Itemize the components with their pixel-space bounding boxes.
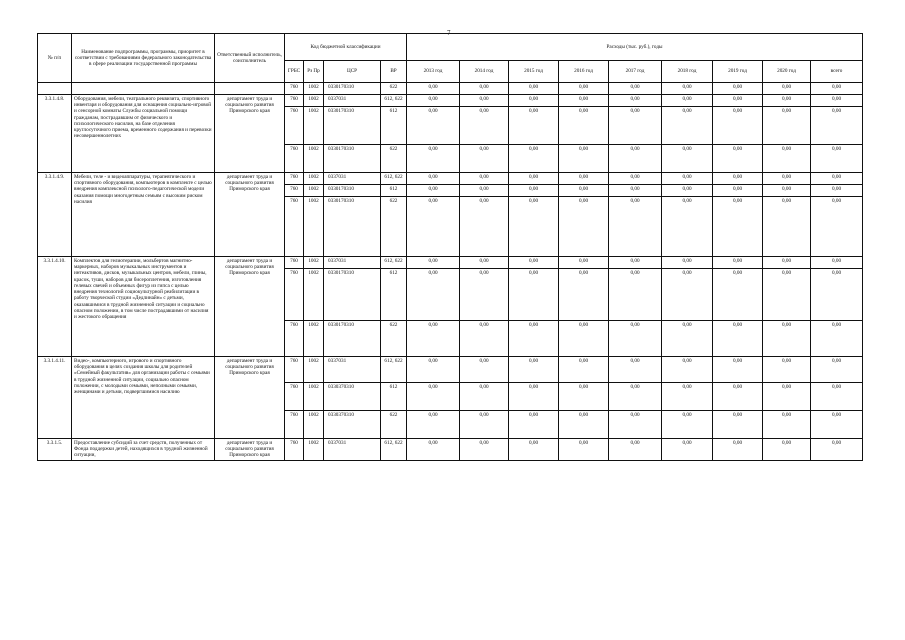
- item-name: [72, 83, 215, 95]
- expense-value: 0,00: [460, 383, 509, 411]
- expense-value: 0,00: [460, 83, 509, 95]
- vr-code: 612, 622: [381, 357, 407, 383]
- year-subheader: 2017 год: [609, 61, 662, 83]
- csr-code: 0330170310: [324, 83, 381, 95]
- expense-value: 0,00: [713, 145, 763, 173]
- expense-value: 0,00: [407, 95, 460, 107]
- item-number: 3.3.1.4.11.: [38, 357, 72, 439]
- item-name: Оборудования, мебели, театрального реквизита, спортивного инвентаря и оборудования для оснащения социально-игровой и сенсорной комнаты Службы социальной помощи гражданам, пострадавшим от физического и психологического насилия, на базе отделения круглосуточного приема, временного содержания и перевозки несовершеннолетних: [72, 95, 215, 173]
- expense-value: 0,00: [609, 321, 662, 357]
- grbs-code: 760: [285, 411, 304, 439]
- year-subheader: 2016 год: [559, 61, 609, 83]
- grbs-code: 760: [285, 257, 304, 269]
- item-number: 3.3.1.4.8.: [38, 95, 72, 173]
- csr-code: 0330170310: [324, 269, 381, 321]
- rzpr-code: 1002: [304, 185, 324, 197]
- expense-value: 0,00: [407, 107, 460, 145]
- expense-value: 0,00: [407, 439, 460, 461]
- expense-value: 0,00: [763, 107, 811, 145]
- year-subheader: всего: [811, 61, 863, 83]
- expense-value: 0,00: [559, 321, 609, 357]
- expense-value: 0,00: [713, 439, 763, 461]
- year-subheader: 2018 год: [662, 61, 713, 83]
- csr-code: 0337031: [324, 173, 381, 185]
- col-executor-header: Ответственный исполнитель, соисполнитель: [215, 34, 285, 83]
- csr-code: 0337031: [324, 257, 381, 269]
- expense-value: 0,00: [609, 83, 662, 95]
- expense-value: 0,00: [559, 197, 609, 257]
- expense-value: 0,00: [763, 257, 811, 269]
- csr-code: 0330170310: [324, 145, 381, 173]
- expense-value: 0,00: [662, 185, 713, 197]
- expense-value: 0,00: [763, 197, 811, 257]
- rzpr-code: 1002: [304, 83, 324, 95]
- expense-value: 0,00: [460, 107, 509, 145]
- year-subheader: 2019 год: [713, 61, 763, 83]
- expense-value: 0,00: [559, 411, 609, 439]
- expense-value: 0,00: [509, 107, 559, 145]
- expense-value: 0,00: [609, 439, 662, 461]
- expense-value: 0,00: [407, 185, 460, 197]
- expense-value: 0,00: [609, 383, 662, 411]
- vr-code: 612, 622: [381, 257, 407, 269]
- expense-value: 0,00: [559, 185, 609, 197]
- expense-value: 0,00: [662, 257, 713, 269]
- expense-value: 0,00: [407, 357, 460, 383]
- expense-value: 0,00: [713, 173, 763, 185]
- vr-code: 622: [381, 197, 407, 257]
- expense-value: 0,00: [713, 411, 763, 439]
- table-row: [38, 439, 863, 461]
- page-number: 7: [447, 29, 451, 37]
- item-executor: департамент труда и социального развития Приморского края: [215, 439, 285, 461]
- expense-value: 0,00: [811, 321, 863, 357]
- rzpr-code: 1002: [304, 145, 324, 173]
- expense-value: 0,00: [509, 257, 559, 269]
- expense-value: 0,00: [713, 83, 763, 95]
- expense-value: 0,00: [763, 95, 811, 107]
- grbs-code: 760: [285, 383, 304, 411]
- expense-value: 0,00: [559, 173, 609, 185]
- expense-value: 0,00: [609, 145, 662, 173]
- year-subheader: 2013 год: [407, 61, 460, 83]
- expense-value: 0,00: [559, 145, 609, 173]
- expense-value: 0,00: [407, 173, 460, 185]
- expense-value: 0,00: [713, 383, 763, 411]
- expense-value: 0,00: [460, 173, 509, 185]
- table-row: [38, 257, 863, 269]
- expense-value: 0,00: [460, 439, 509, 461]
- expense-value: 0,00: [509, 357, 559, 383]
- vr-code: 622: [381, 321, 407, 357]
- item-name: Комплектов для гелиотерапии, мольбертов магнитно-маркерных, наборов музыкальных инструментов и интеактивов, дисков, музыкальных центров, мебели, глины, красок, туши, наборов для бисероплетения, изготовления гелевых свечей и объемных фигур из гипса с целью внедрения технологий социокультурной реабилитации в работу творческой студии «Дедлинайн» с детьми, оказавшимися в трудной жизненной ситуации и социально опасном положении, в том числе пострадавшими от насилия и жестокого обращения: [72, 257, 215, 357]
- expense-value: 0,00: [609, 197, 662, 257]
- year-subheader: 2014 год: [460, 61, 509, 83]
- grbs-code: 760: [285, 173, 304, 185]
- table-row: [38, 95, 863, 107]
- item-number: 3.3.1.5.: [38, 439, 72, 461]
- expense-value: 0,00: [713, 185, 763, 197]
- grbs-code: 760: [285, 83, 304, 95]
- expense-value: 0,00: [407, 383, 460, 411]
- expense-value: 0,00: [509, 145, 559, 173]
- expense-value: 0,00: [407, 321, 460, 357]
- expense-value: 0,00: [763, 321, 811, 357]
- grbs-code: 760: [285, 269, 304, 321]
- item-executor: департамент труда и социального развития Приморского края: [215, 173, 285, 257]
- expense-value: 0,00: [811, 197, 863, 257]
- expense-value: 0,00: [407, 197, 460, 257]
- expense-value: 0,00: [407, 83, 460, 95]
- expense-value: 0,00: [763, 173, 811, 185]
- expense-value: 0,00: [713, 197, 763, 257]
- expense-value: 0,00: [811, 357, 863, 383]
- grbs-code: 760: [285, 439, 304, 461]
- col-number-header: № п/п: [38, 34, 72, 83]
- item-name: Видео-, компьютерного, игрового и спортивного оборудования в целях создания школы для родителей «Семейный факультатив» для организации работы с семьями в трудной жизненной ситуации, социально опасном положении, с молодыми семьями, неполными семьями, женщинами и детьми, подвергшимися насилию: [72, 357, 215, 439]
- rzpr-code: 1002: [304, 173, 324, 185]
- vr-code: 612: [381, 107, 407, 145]
- expense-value: 0,00: [509, 383, 559, 411]
- expense-value: 0,00: [763, 357, 811, 383]
- expense-value: 0,00: [811, 383, 863, 411]
- expense-value: 0,00: [460, 269, 509, 321]
- item-executor: департамент труда и социального развития Приморского края: [215, 95, 285, 173]
- item-number: 3.3.1.4.10.: [38, 257, 72, 357]
- expense-value: 0,00: [407, 411, 460, 439]
- expense-value: 0,00: [559, 439, 609, 461]
- grbs-code: 760: [285, 95, 304, 107]
- csr-code: 0330170310: [324, 197, 381, 257]
- expense-value: 0,00: [662, 411, 713, 439]
- csr-code: 0337031: [324, 95, 381, 107]
- expense-value: 0,00: [509, 439, 559, 461]
- expense-value: 0,00: [763, 185, 811, 197]
- expense-value: 0,00: [763, 145, 811, 173]
- expense-value: 0,00: [509, 83, 559, 95]
- expense-value: 0,00: [662, 95, 713, 107]
- col-budget-header: Код бюджетной классификации: [285, 34, 407, 61]
- rzpr-code: 1002: [304, 321, 324, 357]
- expense-value: 0,00: [763, 383, 811, 411]
- vr-code: 612: [381, 383, 407, 411]
- expense-value: 0,00: [662, 439, 713, 461]
- expenses-table: [37, 33, 863, 461]
- col-name-header: Наименование подпрограммы, программы, приоритет в соответствии с требованиями федерального законодательства в сфере реализации государственной программы: [72, 34, 215, 83]
- expense-value: 0,00: [509, 197, 559, 257]
- expense-value: 0,00: [713, 269, 763, 321]
- expense-value: 0,00: [609, 185, 662, 197]
- expense-value: 0,00: [662, 321, 713, 357]
- csr-code: 0330170310: [324, 107, 381, 145]
- budget-subheader: ГРБС: [285, 61, 304, 83]
- expense-value: 0,00: [609, 95, 662, 107]
- expense-value: 0,00: [509, 411, 559, 439]
- expense-value: 0,00: [559, 357, 609, 383]
- csr-code: 0330370310: [324, 411, 381, 439]
- expense-value: 0,00: [811, 173, 863, 185]
- expense-value: 0,00: [763, 411, 811, 439]
- vr-code: 612: [381, 185, 407, 197]
- expense-value: 0,00: [460, 321, 509, 357]
- expense-value: 0,00: [609, 107, 662, 145]
- expense-value: 0,00: [559, 269, 609, 321]
- col-expenses-header: Расходы (тыс. руб.), годы: [407, 34, 863, 61]
- expense-value: 0,00: [811, 257, 863, 269]
- expense-value: 0,00: [509, 185, 559, 197]
- grbs-code: 760: [285, 185, 304, 197]
- expense-value: 0,00: [559, 257, 609, 269]
- expense-value: 0,00: [763, 269, 811, 321]
- expense-value: 0,00: [460, 357, 509, 383]
- expense-value: 0,00: [609, 269, 662, 321]
- expense-value: 0,00: [811, 107, 863, 145]
- csr-code: 0337031: [324, 439, 381, 461]
- rzpr-code: 1002: [304, 269, 324, 321]
- vr-code: 612, 622: [381, 95, 407, 107]
- budget-subheader: Рз Пр: [304, 61, 324, 83]
- expense-value: 0,00: [509, 173, 559, 185]
- expense-value: 0,00: [407, 257, 460, 269]
- rzpr-code: 1002: [304, 257, 324, 269]
- item-executor: [215, 83, 285, 95]
- expense-value: 0,00: [509, 269, 559, 321]
- expense-value: 0,00: [559, 95, 609, 107]
- expense-value: 0,00: [811, 83, 863, 95]
- expense-value: 0,00: [811, 411, 863, 439]
- expense-value: 0,00: [662, 383, 713, 411]
- expense-value: 0,00: [662, 197, 713, 257]
- expense-value: 0,00: [713, 257, 763, 269]
- table-row: [38, 83, 863, 95]
- expense-value: 0,00: [811, 269, 863, 321]
- rzpr-code: 1002: [304, 107, 324, 145]
- expense-value: 0,00: [559, 83, 609, 95]
- expense-value: 0,00: [609, 257, 662, 269]
- expense-value: 0,00: [609, 411, 662, 439]
- expense-value: 0,00: [763, 83, 811, 95]
- table-row: [38, 357, 863, 383]
- csr-code: 0330370310: [324, 383, 381, 411]
- item-name: Предоставление субсидий за счет средств, полученных от Фонда поддержки детей, находящихся в трудной жизненной ситуации,: [72, 439, 215, 461]
- expense-value: 0,00: [609, 173, 662, 185]
- expense-value: 0,00: [460, 411, 509, 439]
- expense-value: 0,00: [559, 107, 609, 145]
- expense-value: 0,00: [713, 321, 763, 357]
- expense-value: 0,00: [763, 439, 811, 461]
- expense-value: 0,00: [713, 95, 763, 107]
- expense-value: 0,00: [559, 383, 609, 411]
- item-name: Мебели, теле - и видеоаппаратуры, терапевтического и спортивного оборудования, компьютеров в комплекте с целью внедрения комплексной психолого-педагогической модели оказания помощи многодетным семьям с высоким риском насилия: [72, 173, 215, 257]
- expense-value: 0,00: [811, 439, 863, 461]
- item-executor: департамент труда и социального развития Приморского края: [215, 357, 285, 439]
- expense-value: 0,00: [407, 145, 460, 173]
- vr-code: 612, 622: [381, 173, 407, 185]
- vr-code: 622: [381, 411, 407, 439]
- rzpr-code: 1002: [304, 357, 324, 383]
- expense-value: 0,00: [460, 145, 509, 173]
- rzpr-code: 1002: [304, 411, 324, 439]
- expense-value: 0,00: [460, 257, 509, 269]
- rzpr-code: 1002: [304, 439, 324, 461]
- table-row: [38, 173, 863, 185]
- grbs-code: 760: [285, 197, 304, 257]
- expense-value: 0,00: [509, 95, 559, 107]
- expense-value: 0,00: [662, 83, 713, 95]
- csr-code: 0330170310: [324, 185, 381, 197]
- expense-value: 0,00: [407, 269, 460, 321]
- item-number: [38, 83, 72, 95]
- item-number: 3.3.1.4.9.: [38, 173, 72, 257]
- expense-value: 0,00: [811, 145, 863, 173]
- vr-code: 612, 622: [381, 439, 407, 461]
- item-executor: департамент труда и социального развития Приморского края: [215, 257, 285, 357]
- vr-code: 622: [381, 145, 407, 173]
- expense-value: 0,00: [662, 145, 713, 173]
- expense-value: 0,00: [811, 185, 863, 197]
- budget-subheader: ВР: [381, 61, 407, 83]
- year-subheader: 2015 год: [509, 61, 559, 83]
- rzpr-code: 1002: [304, 95, 324, 107]
- expense-value: 0,00: [460, 95, 509, 107]
- rzpr-code: 1002: [304, 197, 324, 257]
- expense-value: 0,00: [460, 197, 509, 257]
- grbs-code: 760: [285, 107, 304, 145]
- expense-value: 0,00: [662, 269, 713, 321]
- csr-code: 0337031: [324, 357, 381, 383]
- budget-subheader: ЦСР: [324, 61, 381, 83]
- expense-value: 0,00: [713, 357, 763, 383]
- rzpr-code: 1002: [304, 383, 324, 411]
- expense-value: 0,00: [662, 357, 713, 383]
- expense-value: 0,00: [662, 107, 713, 145]
- grbs-code: 760: [285, 145, 304, 173]
- vr-code: 622: [381, 83, 407, 95]
- expense-value: 0,00: [662, 173, 713, 185]
- expense-value: 0,00: [713, 107, 763, 145]
- csr-code: 0330170310: [324, 321, 381, 357]
- year-subheader: 2020 год: [763, 61, 811, 83]
- expense-value: 0,00: [811, 95, 863, 107]
- expense-value: 0,00: [460, 185, 509, 197]
- grbs-code: 760: [285, 321, 304, 357]
- expense-value: 0,00: [509, 321, 559, 357]
- vr-code: 612: [381, 269, 407, 321]
- expense-value: 0,00: [609, 357, 662, 383]
- grbs-code: 760: [285, 357, 304, 383]
